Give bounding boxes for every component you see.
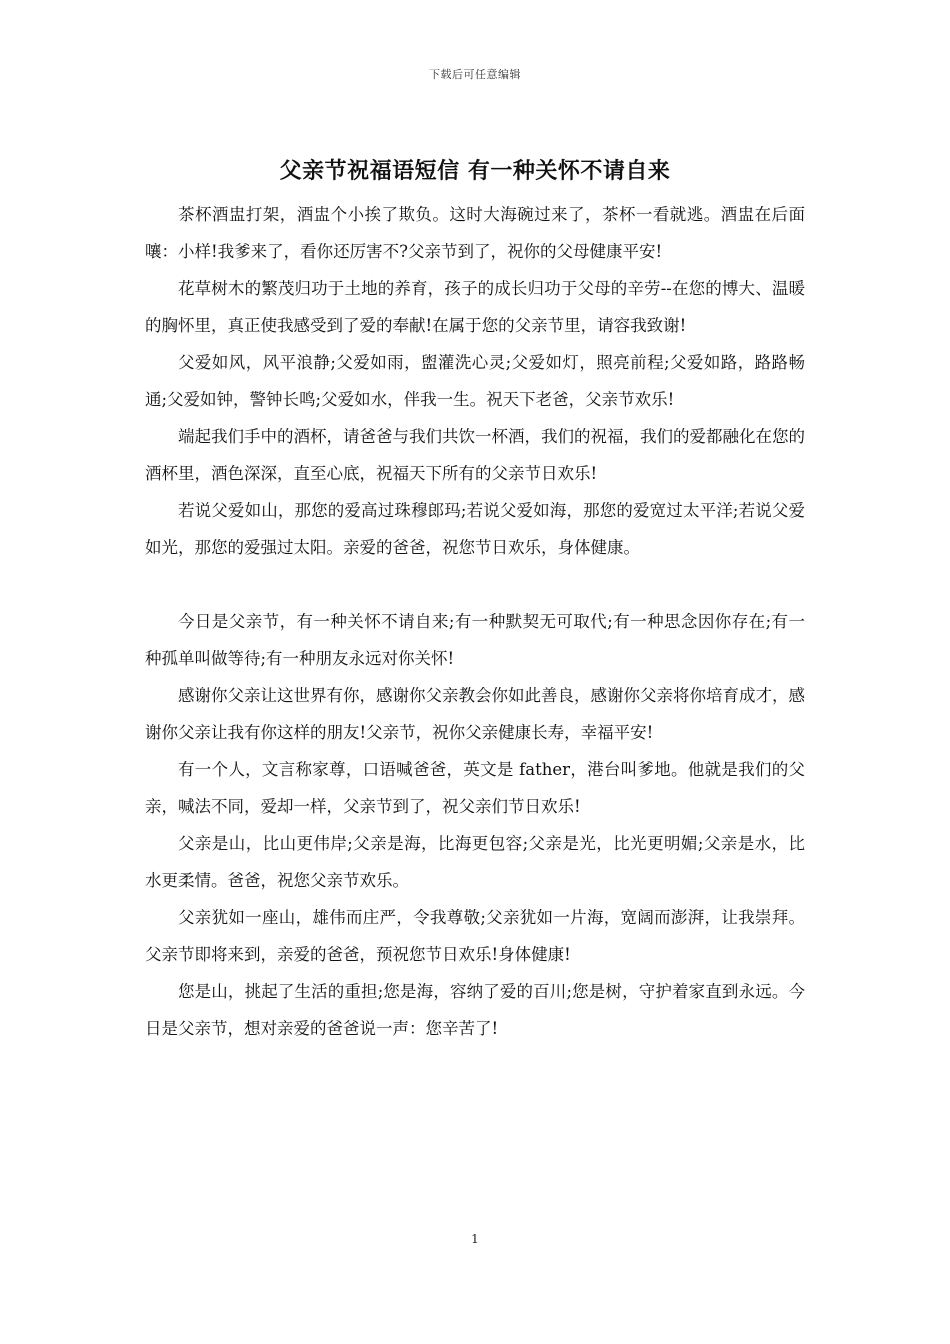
paragraph: 感谢你父亲让这世界有你，感谢你父亲教会你如此善良，感谢你父亲将你培育成才，感谢你父亲让我有你这样的朋友!父亲节，祝你父亲健康长寿，幸福平安!	[145, 686, 805, 742]
paragraph: 花草树木的繁茂归功于土地的养育，孩子的成长归功于父母的辛劳--在您的博大、温暖的胸怀里，真正使我感受到了爱的奉献!在属于您的父亲节里，请容我致谢!	[145, 279, 805, 335]
paragraph: 有一个人，文言称家尊，口语喊爸爸，英文是 father，港台叫爹地。他就是我们的父亲，喊法不同，爱却一样，父亲节到了，祝父亲们节日欢乐!	[145, 760, 805, 816]
paragraph: 若说父爱如山，那您的爱高过珠穆郎玛;若说父爱如海，那您的爱宽过太平洋;若说父爱如光，那您的爱强过太阳。亲爱的爸爸，祝您节日欢乐，身体健康。	[145, 501, 805, 557]
page-number: 1	[471, 1232, 479, 1246]
paragraph: 今日是父亲节，有一种关怀不请自来;有一种默契无可取代;有一种思念因你存在;有一种孤单叫做等待;有一种朋友永远对你关怀!	[145, 612, 805, 668]
header-note: 下载后可任意编辑	[429, 68, 521, 81]
paragraph: 父亲犹如一座山，雄伟而庄严，令我尊敬;父亲犹如一片海，宽阔而澎湃，让我崇拜。父亲节即将来到，亲爱的爸爸，预祝您节日欢乐!身体健康!	[145, 908, 805, 964]
paragraph: 父亲是山，比山更伟岸;父亲是海，比海更包容;父亲是光，比光更明媚;父亲是水，比水更柔情。爸爸，祝您父亲节欢乐。	[145, 834, 805, 890]
document-body	[145, 196, 805, 1047]
document-title: 父亲节祝福语短信 有一种关怀不请自来	[279, 158, 671, 184]
paragraph: 父爱如风，风平浪静;父爱如雨，盥灌洗心灵;父爱如灯，照亮前程;父爱如路，路路畅通;父爱如钟，警钟长鸣;父爱如水，伴我一生。祝天下老爸，父亲节欢乐!	[145, 353, 805, 409]
paragraph: 您是山，挑起了生活的重担;您是海，容纳了爱的百川;您是树，守护着家直到永远。今日是父亲节，想对亲爱的爸爸说一声：您辛苦了!	[145, 982, 805, 1038]
paragraph: 茶杯酒盅打架，酒盅个小挨了欺负。这时大海碗过来了，茶杯一看就逃。酒盅在后面嚷：小样!我爹来了，看你还厉害不?父亲节到了，祝你的父母健康平安!	[145, 205, 805, 261]
paragraph: 端起我们手中的酒杯，请爸爸与我们共饮一杯酒，我们的祝福，我们的爱都融化在您的酒杯里，酒色深深，直至心底，祝福天下所有的父亲节日欢乐!	[145, 427, 805, 483]
